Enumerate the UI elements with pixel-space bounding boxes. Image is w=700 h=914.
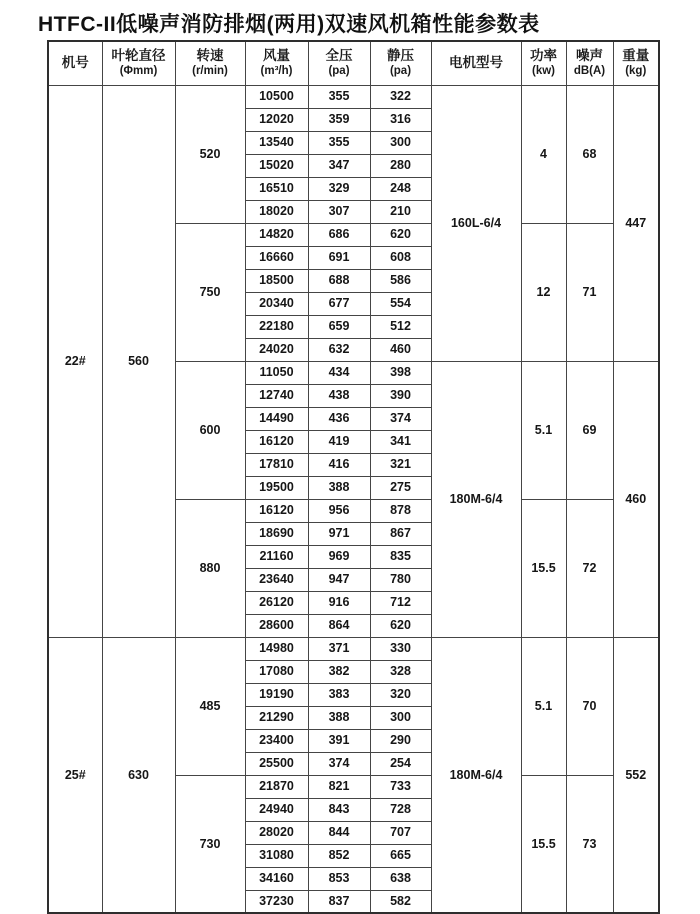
header-cell-impeller-diameter xyxy=(102,41,175,85)
static-pressure-cell: 321 xyxy=(370,453,431,476)
header-cell-total-pressure xyxy=(308,41,370,85)
total-pressure-cell: 677 xyxy=(308,292,370,315)
static-pressure-cell: 554 xyxy=(370,292,431,315)
air-volume-cell: 21290 xyxy=(245,706,308,729)
header-label: 电机型号 xyxy=(449,54,503,70)
total-pressure-cell: 853 xyxy=(308,867,370,890)
header-unit: (r/min) xyxy=(192,64,228,77)
total-pressure-cell: 438 xyxy=(308,384,370,407)
header-unit: (Φmm) xyxy=(119,64,158,77)
total-pressure-cell: 382 xyxy=(308,660,370,683)
air-volume-cell: 28600 xyxy=(245,614,308,637)
total-pressure-cell: 347 xyxy=(308,154,370,177)
header-cell-power xyxy=(521,41,566,85)
total-pressure-cell: 383 xyxy=(308,683,370,706)
table-row xyxy=(48,85,659,108)
model-cell: 22# xyxy=(48,85,102,637)
static-pressure-cell: 728 xyxy=(370,798,431,821)
total-pressure-cell: 416 xyxy=(308,453,370,476)
header-label: 机号 xyxy=(61,54,89,70)
header-label: 功率 xyxy=(530,47,557,63)
total-pressure-cell: 359 xyxy=(308,108,370,131)
total-pressure-cell: 956 xyxy=(308,499,370,522)
total-pressure-cell: 355 xyxy=(308,131,370,154)
static-pressure-cell: 733 xyxy=(370,775,431,798)
noise-cell: 68 xyxy=(566,85,613,223)
total-pressure-cell: 329 xyxy=(308,177,370,200)
header-unit: (kg) xyxy=(625,64,647,77)
air-volume-cell: 28020 xyxy=(245,821,308,844)
power-cell: 5.1 xyxy=(521,637,566,775)
static-pressure-cell: 835 xyxy=(370,545,431,568)
static-pressure-cell: 300 xyxy=(370,131,431,154)
air-volume-cell: 16120 xyxy=(245,499,308,522)
static-pressure-cell: 254 xyxy=(370,752,431,775)
static-pressure-cell: 707 xyxy=(370,821,431,844)
document-page xyxy=(0,8,700,914)
total-pressure-cell: 947 xyxy=(308,568,370,591)
total-pressure-cell: 388 xyxy=(308,476,370,499)
total-pressure-cell: 436 xyxy=(308,407,370,430)
power-cell: 12 xyxy=(521,223,566,361)
air-volume-cell: 14490 xyxy=(245,407,308,430)
total-pressure-cell: 688 xyxy=(308,269,370,292)
total-pressure-cell: 307 xyxy=(308,200,370,223)
air-volume-cell: 15020 xyxy=(245,154,308,177)
power-cell: 15.5 xyxy=(521,499,566,637)
header-unit: (pa) xyxy=(389,64,412,77)
impeller-diameter-cell: 630 xyxy=(102,637,175,913)
static-pressure-cell: 398 xyxy=(370,361,431,384)
static-pressure-cell: 620 xyxy=(370,223,431,246)
air-volume-cell: 14980 xyxy=(245,637,308,660)
header-label: 重量 xyxy=(622,47,650,63)
static-pressure-cell: 328 xyxy=(370,660,431,683)
air-volume-cell: 24940 xyxy=(245,798,308,821)
static-pressure-cell: 248 xyxy=(370,177,431,200)
header-cell-motor-model xyxy=(431,41,521,85)
impeller-diameter-cell: 560 xyxy=(102,85,175,637)
power-cell: 15.5 xyxy=(521,775,566,913)
total-pressure-cell: 971 xyxy=(308,522,370,545)
noise-cell: 69 xyxy=(566,361,613,499)
air-volume-cell: 10500 xyxy=(245,85,308,108)
static-pressure-cell: 320 xyxy=(370,683,431,706)
static-pressure-cell: 330 xyxy=(370,637,431,660)
static-pressure-cell: 608 xyxy=(370,246,431,269)
air-volume-cell: 18020 xyxy=(245,200,308,223)
total-pressure-cell: 843 xyxy=(308,798,370,821)
header-cell-speed xyxy=(175,41,245,85)
static-pressure-cell: 878 xyxy=(370,499,431,522)
air-volume-cell: 16120 xyxy=(245,430,308,453)
speed-cell: 600 xyxy=(175,361,245,499)
air-volume-cell: 12740 xyxy=(245,384,308,407)
noise-cell: 73 xyxy=(566,775,613,913)
header-cell-static-pressure xyxy=(370,41,431,85)
header-unit: dB(A) xyxy=(573,64,606,77)
static-pressure-cell: 512 xyxy=(370,315,431,338)
air-volume-cell: 31080 xyxy=(245,844,308,867)
air-volume-cell: 16510 xyxy=(245,177,308,200)
static-pressure-cell: 780 xyxy=(370,568,431,591)
static-pressure-cell: 341 xyxy=(370,430,431,453)
static-pressure-cell: 290 xyxy=(370,729,431,752)
total-pressure-cell: 391 xyxy=(308,729,370,752)
air-volume-cell: 12020 xyxy=(245,108,308,131)
speed-cell: 485 xyxy=(175,637,245,775)
header-unit: (m³/h) xyxy=(260,64,293,77)
total-pressure-cell: 355 xyxy=(308,85,370,108)
speed-cell: 730 xyxy=(175,775,245,913)
air-volume-cell: 18690 xyxy=(245,522,308,545)
air-volume-cell: 18500 xyxy=(245,269,308,292)
air-volume-cell: 11050 xyxy=(245,361,308,384)
static-pressure-cell: 620 xyxy=(370,614,431,637)
static-pressure-cell: 460 xyxy=(370,338,431,361)
power-cell: 5.1 xyxy=(521,361,566,499)
total-pressure-cell: 632 xyxy=(308,338,370,361)
header-label: 风量 xyxy=(263,47,290,63)
total-pressure-cell: 388 xyxy=(308,706,370,729)
air-volume-cell: 22180 xyxy=(245,315,308,338)
total-pressure-cell: 821 xyxy=(308,775,370,798)
static-pressure-cell: 582 xyxy=(370,890,431,913)
static-pressure-cell: 665 xyxy=(370,844,431,867)
total-pressure-cell: 659 xyxy=(308,315,370,338)
total-pressure-cell: 864 xyxy=(308,614,370,637)
motor-model-cell: 180M-6/4 xyxy=(431,637,521,913)
static-pressure-cell: 390 xyxy=(370,384,431,407)
header-cell-weight xyxy=(613,41,659,85)
air-volume-cell: 19500 xyxy=(245,476,308,499)
model-cell: 25# xyxy=(48,637,102,913)
air-volume-cell: 24020 xyxy=(245,338,308,361)
header-label: 叶轮直径 xyxy=(111,47,166,63)
header-cell-noise xyxy=(566,41,613,85)
weight-cell: 552 xyxy=(613,637,659,913)
static-pressure-cell: 275 xyxy=(370,476,431,499)
air-volume-cell: 13540 xyxy=(245,131,308,154)
header-cell-air-volume xyxy=(245,41,308,85)
static-pressure-cell: 867 xyxy=(370,522,431,545)
air-volume-cell: 20340 xyxy=(245,292,308,315)
header-cell-model xyxy=(48,41,102,85)
header-label: 静压 xyxy=(387,47,414,63)
speed-cell: 520 xyxy=(175,85,245,223)
table-header-row xyxy=(48,41,659,85)
header-label: 转速 xyxy=(196,47,224,63)
total-pressure-cell: 844 xyxy=(308,821,370,844)
spec-table-body xyxy=(48,85,659,913)
static-pressure-cell: 712 xyxy=(370,591,431,614)
header-unit: (pa) xyxy=(328,64,350,77)
noise-cell: 71 xyxy=(566,223,613,361)
air-volume-cell: 16660 xyxy=(245,246,308,269)
static-pressure-cell: 210 xyxy=(370,200,431,223)
weight-cell: 460 xyxy=(613,361,659,637)
speed-cell: 750 xyxy=(175,223,245,361)
fan-spec-table xyxy=(47,40,660,914)
air-volume-cell: 23640 xyxy=(245,568,308,591)
power-cell: 4 xyxy=(521,85,566,223)
air-volume-cell: 19190 xyxy=(245,683,308,706)
total-pressure-cell: 916 xyxy=(308,591,370,614)
page-title: HTFC-II低噪声消防排烟(两用)双速风机箱性能参数表 xyxy=(38,13,540,36)
motor-model-cell: 160L-6/4 xyxy=(431,85,521,361)
static-pressure-cell: 586 xyxy=(370,269,431,292)
static-pressure-cell: 374 xyxy=(370,407,431,430)
air-volume-cell: 21160 xyxy=(245,545,308,568)
air-volume-cell: 14820 xyxy=(245,223,308,246)
total-pressure-cell: 691 xyxy=(308,246,370,269)
static-pressure-cell: 280 xyxy=(370,154,431,177)
table-row xyxy=(48,637,659,660)
total-pressure-cell: 686 xyxy=(308,223,370,246)
motor-model-cell: 180M-6/4 xyxy=(431,361,521,637)
total-pressure-cell: 837 xyxy=(308,890,370,913)
static-pressure-cell: 300 xyxy=(370,706,431,729)
noise-cell: 72 xyxy=(566,499,613,637)
header-unit: (kw) xyxy=(532,64,555,77)
total-pressure-cell: 371 xyxy=(308,637,370,660)
total-pressure-cell: 434 xyxy=(308,361,370,384)
air-volume-cell: 23400 xyxy=(245,729,308,752)
speed-cell: 880 xyxy=(175,499,245,637)
air-volume-cell: 25500 xyxy=(245,752,308,775)
air-volume-cell: 17080 xyxy=(245,660,308,683)
static-pressure-cell: 316 xyxy=(370,108,431,131)
noise-cell: 70 xyxy=(566,637,613,775)
header-label: 噪声 xyxy=(576,47,603,63)
air-volume-cell: 34160 xyxy=(245,867,308,890)
air-volume-cell: 26120 xyxy=(245,591,308,614)
weight-cell: 447 xyxy=(613,85,659,361)
total-pressure-cell: 419 xyxy=(308,430,370,453)
total-pressure-cell: 852 xyxy=(308,844,370,867)
air-volume-cell: 37230 xyxy=(245,890,308,913)
total-pressure-cell: 969 xyxy=(308,545,370,568)
total-pressure-cell: 374 xyxy=(308,752,370,775)
static-pressure-cell: 638 xyxy=(370,867,431,890)
air-volume-cell: 17810 xyxy=(245,453,308,476)
static-pressure-cell: 322 xyxy=(370,85,431,108)
air-volume-cell: 21870 xyxy=(245,775,308,798)
header-label: 全压 xyxy=(325,47,353,63)
